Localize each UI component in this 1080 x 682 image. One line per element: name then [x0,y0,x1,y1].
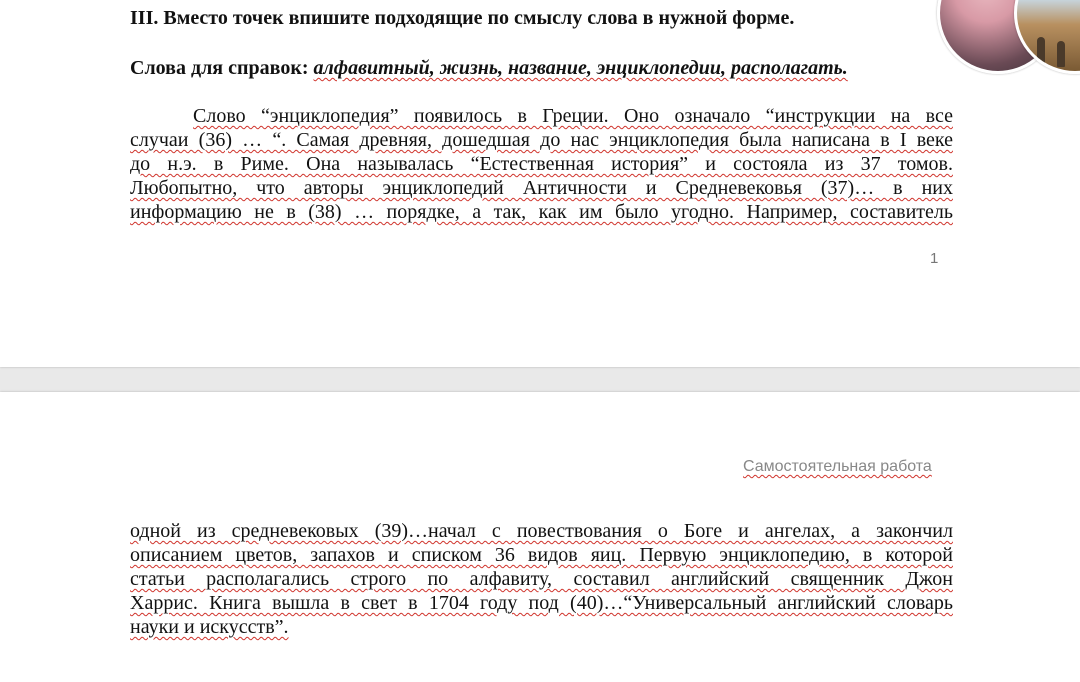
person-figure-icon [1037,37,1045,67]
paragraph-line-1: Слово “энциклопедия” появилось в Греции. Оно означало “инструкции на все [193,105,953,127]
page-number: 1 [930,250,939,267]
person-figure-icon [1057,41,1065,67]
paragraph2-line-4: Харрис. Книга вышла в свет в 1704 году под (40)…“Универсальный английский словарь [130,592,953,614]
task-heading: III. Вместо точек впишите подходящие по смыслу слова в нужной форме. [130,7,795,29]
document-page-2 [0,392,1080,682]
paragraph2-line-2: описанием цветов, запахов и списком 36 видов яиц. Первую энциклопедию, в которой [130,544,953,566]
paragraph2-line-5: науки и искусств”. [130,616,289,638]
paragraph2-line-3: статьи располагались строго по алфавиту, составил английский священник Джон [130,568,953,590]
hints-label: Слова для справок: [130,57,309,79]
paragraph-line-5: информацию не в (38) … порядке, а так, как им было угодно. Например, составитель [130,201,953,223]
paragraph2-line-1: одной из средневековых (39)…начал с повествования о Боге и ангелах, а закончил [130,520,953,542]
paragraph-line-2: случаи (36) … “. Самая древняя, дошедшая до нас энциклопедия была написана в I веке [130,129,953,151]
page-header: Самостоятельная работа [743,458,932,475]
paragraph-line-3: до н.э. в Риме. Она называлась “Естественная история” и состояла из 37 томов. [130,153,953,175]
hints-words: алфавитный, жизнь, название, энциклопедии, располагать. [313,57,848,79]
paragraph-line-4: Любопытно, что авторы энциклопедий Античности и Средневековья (37)… в них [130,177,953,199]
hints-line [130,56,848,80]
